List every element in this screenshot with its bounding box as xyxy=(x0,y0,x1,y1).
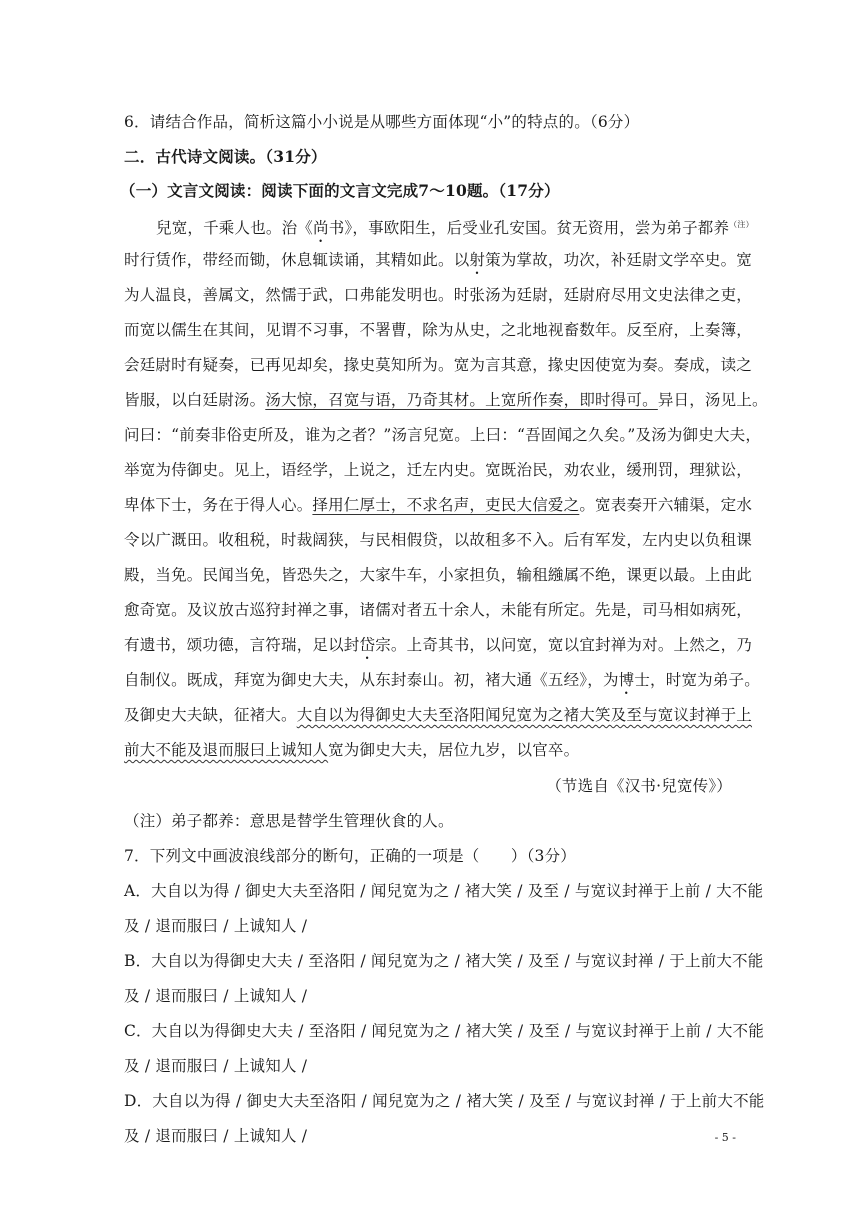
passage-line-3: 为人温良，善属文，然懦于武，口弗能发明也。时张汤为廷尉，廷尉府尽用文史法律之吏， xyxy=(124,286,753,304)
passage-line-10: 令以广溉田。收租税，时裁阔狭，与民相假贷，以故租多不入。后有军发，左内史以负租课 xyxy=(124,531,753,549)
underlined-sentence: 择用仁厚士，不求名声，吏民大信爱之 xyxy=(312,496,580,514)
text-span: 自制仪。既成，拜宽为御史大夫，从东封泰山。初，褚大通《五经》，为 xyxy=(124,671,619,689)
option-c-line-2: 及 / 退而服曰 / 上诚知人 / xyxy=(124,1057,308,1075)
passage-line-11: 殿，当免。民闻当免，皆恐失之，大家牛车，小家担负，输租繈属不绝，课更以最。上由此 xyxy=(124,566,753,584)
text-span: 有遗书，颂功德，言符瑞，足以封 xyxy=(124,636,360,654)
passage-line-16 xyxy=(124,740,744,760)
passage-line-2 xyxy=(124,250,753,278)
passage-line-14 xyxy=(124,670,760,698)
subsection-heading: （一）文言文阅读：阅读下面的文言文完成7～10题。（17分） xyxy=(120,181,560,200)
dotted-char: 射 xyxy=(469,251,486,269)
wavy-underlined-text: 大自以为得御史大夫至洛阳闻兒宽为之褚大笑及至与宽议封禅于上 xyxy=(296,706,753,724)
text-span: 宗。上奇其书，以问宽，宽以宜封禅为对。上然之，乃 xyxy=(375,636,753,654)
text-span: 异日，汤见上。 xyxy=(657,391,768,409)
question-6: 6．请结合作品，简析这篇小小说是从哪些方面体现“小”的特点的。（6分） xyxy=(124,113,640,131)
text-span: 兒宽，千乘人也。治《 xyxy=(156,219,314,238)
wavy-underlined-text: 前大不能及退而服曰上诚知人 xyxy=(124,741,329,759)
text-span: 时行赁作，带经而锄，休息辄读诵，其精如此。以 xyxy=(124,251,470,269)
passage-line-15 xyxy=(124,705,753,725)
option-d-line-2: 及 / 退而服曰 / 上诚知人 / xyxy=(124,1127,308,1145)
question-7: 7．下列文中画波浪线部分的断句，正确的一项是（ ）（3分） xyxy=(124,847,576,865)
passage-line-8: 举宽为侍御史。见上，语经学，上说之，迁左内史。宽既治民，劝农业，缓刑罚，理狱讼， xyxy=(124,461,753,479)
passage-line-4: 而宽以儒生在其间，见谓不习事，不署曹，除为从史，之北地视畜数年。反至府，上奏簿， xyxy=(124,321,753,339)
passage-line-1 xyxy=(156,215,754,246)
footnote: （注）弟子都养：意思是替学生管理伙食的人。 xyxy=(124,812,454,830)
text-span: 书》，事欧阳生，后受业孔安国。贫无资用，尝为弟子都养 xyxy=(328,219,730,238)
page-number: - 5 - xyxy=(714,1131,736,1144)
text-span: 皆服，以白廷尉汤。 xyxy=(124,391,266,409)
text-span: 士，时宽为弟子。 xyxy=(634,671,760,689)
passage-line-9 xyxy=(124,495,753,515)
option-a-line-2: 及 / 退而服曰 / 上诚知人 / xyxy=(124,917,308,935)
option-c-line-1: C．大自以为得御史大夫 / 至洛阳 / 闻兒宽为之 / 褚大笑 / 及至 / 与宽议封禅于上前 / 大不能 xyxy=(124,1022,764,1040)
option-d-line-1: D．大自以为得 / 御史大夫至洛阳 / 闻兒宽为之 / 褚大笑 / 及至 / 与宽议封禅 / 于上前大不能 xyxy=(124,1092,765,1110)
text-span: 卑体下士，务在于得人心。 xyxy=(124,496,313,514)
dotted-char: 博 xyxy=(618,671,635,689)
passage-line-13 xyxy=(124,635,753,663)
text-span: 宽为御史大夫，居位九岁，以官卒。 xyxy=(328,741,580,759)
dotted-char: 岱 xyxy=(359,636,376,654)
option-b-line-2: 及 / 退而服曰 / 上诚知人 / xyxy=(124,987,308,1005)
source-citation: （节选自《汉书·兒宽传》） xyxy=(546,777,732,795)
text-span: 。宽表奏开六辅渠，定水 xyxy=(579,496,753,514)
text-span: 及御史大夫缺，征褚大。 xyxy=(124,706,297,724)
text-span: 策为掌故，功次，补廷尉文学卒史。宽 xyxy=(485,251,753,269)
passage-line-5: 会廷尉时有疑奏，已再见却矣，掾史莫知所为。宽为言其意，掾史因使宽为奏。奏成，读之 xyxy=(124,356,753,374)
section-heading: 二．古代诗文阅读。（31分） xyxy=(124,147,327,166)
note-marker: （注） xyxy=(729,220,754,229)
passage-line-6 xyxy=(124,390,768,410)
passage-line-7: 问曰：“前奏非俗吏所及，谁为之者？”汤言兒宽。上曰：“吾固闻之久矣。”及汤为御史大夫， xyxy=(124,426,762,444)
dotted-char: 尚 xyxy=(313,219,329,238)
option-a-line-1: A．大自以为得 / 御史大夫至洛阳 / 闻兒宽为之 / 褚大笑 / 及至 / 与宽议封禅于上前 / 大不能 xyxy=(124,882,764,900)
underlined-sentence: 汤大惊，召宽与语，乃奇其材。上宽所作奏，即时得可。 xyxy=(265,391,658,409)
passage-line-12: 愈奇宽。及议放古巡狩封禅之事，诸儒对者五十余人，未能有所定。先是，司马相如病死， xyxy=(124,601,753,619)
option-b-line-1: B．大自以为得御史大夫 / 至洛阳 / 闻兒宽为之 / 褚大笑 / 及至 / 与宽议封禅 / 于上前大不能 xyxy=(124,952,764,970)
